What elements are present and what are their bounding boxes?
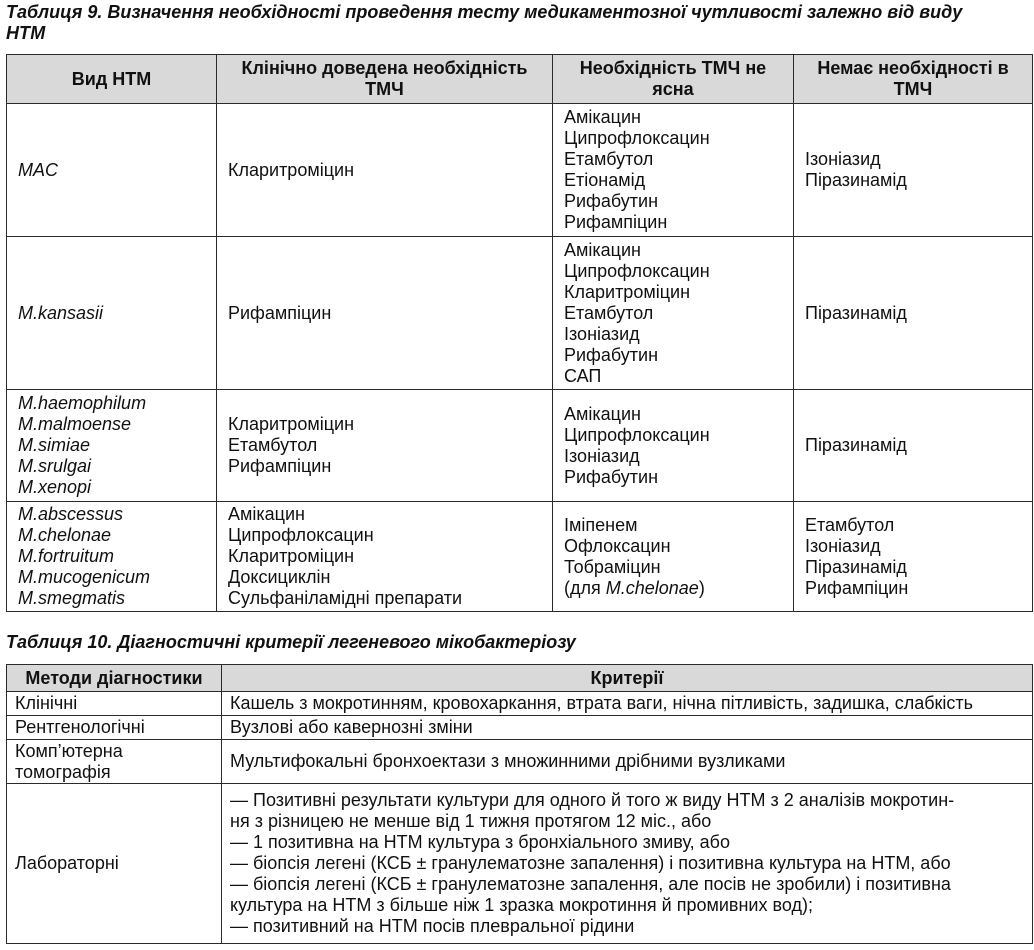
method-cell: Клінічні <box>7 692 222 716</box>
cell-line: Етамбутол <box>564 302 654 323</box>
table-9-header-row <box>7 55 1033 104</box>
criteria-cell <box>222 716 1033 740</box>
cell-line: Офлоксацин <box>564 535 671 556</box>
column-header: Критерії <box>222 665 1033 692</box>
column-header: Клінічно доведена необхідність ТМЧ <box>217 55 553 104</box>
cell-line: M.simiae <box>18 435 91 455</box>
cell-line: Ізоніазид <box>564 323 640 344</box>
table-10 <box>6 664 1033 944</box>
cell-line: Ципрофлоксацин <box>564 260 710 281</box>
cell-line: Етамбутол <box>228 435 318 455</box>
cell-line: Рифампіцин <box>228 456 332 476</box>
cell-line: M.fortruitum <box>18 546 115 566</box>
cell-line: Рифампіцин <box>564 212 668 232</box>
proven-cell <box>217 104 553 237</box>
cell-line: Етамбутол <box>564 149 654 169</box>
table-9 <box>6 54 1033 612</box>
note-species: M.chelonae <box>605 577 699 598</box>
criteria-cell <box>222 740 1033 784</box>
cell-line: Кларитроміцин <box>228 546 355 566</box>
table-9-caption: Таблиця 9. Визначення необхідності проведення тесту медикаментозної чутливості залежно від виду НТМ <box>6 2 963 43</box>
none-cell <box>794 390 1033 502</box>
cell-line: Амікацин <box>564 107 641 127</box>
cell-line <box>564 578 782 599</box>
proven-cell <box>217 237 553 390</box>
method-cell: Лабораторні <box>7 784 222 944</box>
proven-cell <box>217 502 553 612</box>
cell-line: Піразинамід <box>805 556 907 577</box>
note-suffix: ) <box>698 577 705 598</box>
cell-line: M.smegmatis <box>18 588 126 608</box>
note-prefix: (для <box>564 577 606 598</box>
cell-line: Амікацин <box>228 504 305 524</box>
table-row <box>7 716 1033 740</box>
cell-line: Піразинамід <box>805 435 907 455</box>
cell-line: M.mucogenicum <box>18 567 151 587</box>
cell-line: M.kansasii <box>18 302 104 323</box>
cell-line: Кларитроміцин <box>228 414 355 434</box>
criteria-cell <box>222 692 1033 716</box>
column-header: Немає необхідності в ТМЧ <box>794 55 1033 104</box>
none-cell <box>794 502 1033 612</box>
cell-line: ня з різницею не менше від 1 тижня протягом 12 міс., або <box>230 811 712 831</box>
table-row <box>7 502 1033 612</box>
cell-line: Кашель з мокротинням, кровохаркання, втрата ваги, нічна пітливість, задишка, слабкість <box>230 693 974 713</box>
cell-line: — біопсія легені (КСБ ± гранулематозне запалення) і позитивна культура на НТМ, або <box>230 853 951 873</box>
cell-line: M.srulgai <box>18 456 92 476</box>
unclear-cell <box>553 237 794 390</box>
cell-line: Кларитроміцин <box>564 281 691 302</box>
none-cell <box>794 104 1033 237</box>
cell-line: Етамбутол <box>805 514 895 535</box>
species-cell <box>7 390 217 502</box>
column-header: Необхідність ТМЧ не ясна <box>553 55 794 104</box>
cell-line: Рифабутин <box>564 191 659 211</box>
cell-line: Мультифокальні бронхоектази з множинними дрібними вузликами <box>230 751 786 771</box>
cell-line: САП <box>564 365 602 386</box>
cell-line: Амікацин <box>564 403 641 424</box>
criteria-cell <box>222 784 1033 944</box>
table-row <box>7 104 1033 237</box>
cell-line: M.malmoense <box>18 414 132 434</box>
species-cell <box>7 104 217 237</box>
cell-line: Ципрофлоксацин <box>564 128 710 148</box>
cell-line: — 1 позитивна на НТМ культура з бронхіального змиву, або <box>230 832 730 852</box>
table-row <box>7 740 1033 784</box>
table-10-caption: Таблиця 10. Діагностичні критерії легеневого мікобактеріозу <box>6 632 576 652</box>
proven-cell <box>217 390 553 502</box>
cell-line: культура на НТМ з більше ніж 1 зразка мокротиння й промивних вод); <box>230 895 813 915</box>
cell-line: M.abscessus <box>18 504 124 524</box>
cell-line: M.xenopi <box>18 477 92 497</box>
unclear-cell <box>553 390 794 502</box>
cell-line: Вузлові або кавернозні зміни <box>230 717 473 737</box>
cell-line: M.chelonae <box>18 525 112 545</box>
cell-line: — Позитивні результати культури для одного й того ж виду НТМ з 2 аналізів мокротин- <box>230 790 955 810</box>
cell-line: MAC <box>18 159 58 180</box>
cell-line: Піразинамід <box>805 170 907 190</box>
cell-line: Ципрофлоксацин <box>228 525 374 545</box>
cell-line: Ізоніазид <box>805 149 881 169</box>
cell-line: Сульфаніламідні препарати <box>228 588 463 608</box>
none-cell <box>794 237 1033 390</box>
cell-line: Кларитроміцин <box>228 159 355 180</box>
species-cell <box>7 502 217 612</box>
table-row <box>7 784 1033 944</box>
cell-line: Піразинамід <box>805 302 907 323</box>
cell-line: — біопсія легені (КСБ ± гранулематозне запалення, але посів не зробили) і позитивна <box>230 874 951 894</box>
method-cell: Рентгенологічні <box>7 716 222 740</box>
column-header: Вид НТМ <box>7 55 217 104</box>
cell-line: Тобраміцин <box>564 556 661 577</box>
table-row <box>7 237 1033 390</box>
cell-line: Ізоніазид <box>564 445 640 466</box>
cell-line: Ципрофлоксацин <box>564 424 710 445</box>
table-row <box>7 692 1033 716</box>
cell-line: Рифабутин <box>564 344 659 365</box>
cell-line: Ізоніазид <box>805 535 881 556</box>
cell-line: Рифампіцин <box>228 302 332 323</box>
cell-line: Рифабутин <box>564 466 659 487</box>
unclear-cell <box>553 104 794 237</box>
cell-line: Іміпенем <box>564 514 638 535</box>
cell-line: Амікацин <box>564 239 641 260</box>
unclear-cell <box>553 502 794 612</box>
table-row <box>7 390 1033 502</box>
cell-line: Рифампіцин <box>805 577 909 598</box>
cell-line: Доксициклін <box>228 567 331 587</box>
species-cell <box>7 237 217 390</box>
method-cell: Комп’ютерна томографія <box>7 740 222 784</box>
table-10-header-row <box>7 665 1033 692</box>
column-header: Методи діагностики <box>7 665 222 692</box>
cell-line: M.haemophilum <box>18 393 147 413</box>
cell-line: — позитивний на НТМ посів плевральної рідини <box>230 916 635 936</box>
cell-line: Етіонамід <box>564 170 646 190</box>
